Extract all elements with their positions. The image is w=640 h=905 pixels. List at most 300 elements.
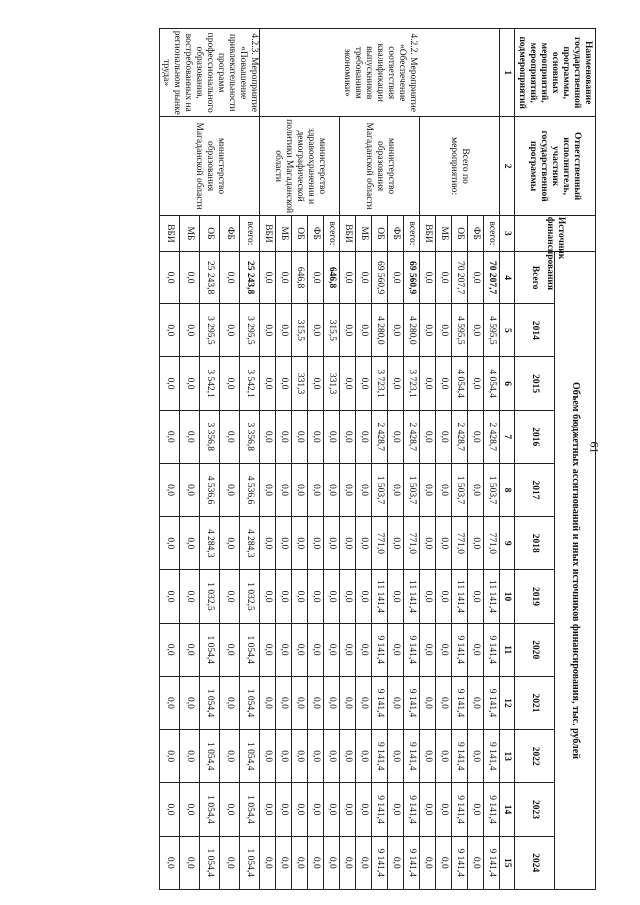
year-value-cell: 0,0 xyxy=(260,783,276,836)
year-value-cell: 771,0 xyxy=(372,517,388,570)
header-row-1 xyxy=(555,29,596,890)
column-number: 4 xyxy=(500,251,515,303)
year-value-cell: 1 503,7 xyxy=(404,463,420,516)
financing-table xyxy=(159,28,596,890)
year-value-cell: 0,0 xyxy=(292,410,308,463)
source-cell: ВБИ xyxy=(340,215,356,251)
year-value-cell: 0,0 xyxy=(308,463,324,516)
year-value-cell: 0,0 xyxy=(436,517,452,570)
year-value-cell: 0,0 xyxy=(388,463,404,516)
year-value-cell: 4 536,6 xyxy=(200,463,220,516)
total-cell: 646,8 xyxy=(324,251,340,303)
year-value-cell: 0,0 xyxy=(308,304,324,357)
source-cell: МБ xyxy=(276,215,292,251)
year-value-cell: 0,0 xyxy=(340,570,356,623)
total-cell: 0,0 xyxy=(420,251,436,303)
column-number: 6 xyxy=(500,357,515,410)
total-cell: 0,0 xyxy=(180,251,200,303)
source-cell: ОБ xyxy=(200,215,220,251)
year-value-cell: 0,0 xyxy=(468,517,484,570)
year-value-cell: 0,0 xyxy=(324,783,340,836)
year-value-cell: 0,0 xyxy=(356,304,372,357)
year-value-cell: 0,0 xyxy=(468,836,484,889)
header-year: 2023 xyxy=(515,783,556,836)
year-value-cell: 1 054,4 xyxy=(200,623,220,676)
year-value-cell: 0,0 xyxy=(420,730,436,783)
header-year: 2021 xyxy=(515,676,556,729)
header-year: 2019 xyxy=(515,570,556,623)
year-value-cell: 4 280,0 xyxy=(404,304,420,357)
header-year: 2022 xyxy=(515,730,556,783)
year-value-cell: 0,0 xyxy=(308,623,324,676)
header-year: 2014 xyxy=(515,304,556,357)
year-value-cell: 0,0 xyxy=(388,517,404,570)
year-value-cell: 0,0 xyxy=(436,570,452,623)
total-cell: 0,0 xyxy=(260,251,276,303)
year-value-cell: 0,0 xyxy=(340,783,356,836)
year-value-cell: 0,0 xyxy=(324,463,340,516)
year-value-cell: 0,0 xyxy=(324,517,340,570)
year-value-cell: 0,0 xyxy=(388,304,404,357)
column-number: 13 xyxy=(500,730,515,783)
year-value-cell: 0,0 xyxy=(356,410,372,463)
year-value-cell: 9 141,4 xyxy=(404,730,420,783)
year-value-cell: 4 595,5 xyxy=(452,304,468,357)
year-value-cell: 9 141,4 xyxy=(404,623,420,676)
year-value-cell: 9 141,4 xyxy=(452,783,468,836)
year-value-cell: 0,0 xyxy=(180,357,200,410)
year-value-cell: 0,0 xyxy=(356,783,372,836)
year-value-cell: 9 141,4 xyxy=(484,676,500,729)
year-value-cell: 0,0 xyxy=(260,676,276,729)
year-value-cell: 4 054,4 xyxy=(452,357,468,410)
year-value-cell: 315,5 xyxy=(324,304,340,357)
year-value-cell: 9 141,4 xyxy=(404,783,420,836)
source-cell: МБ xyxy=(436,215,452,251)
year-value-cell: 9 141,4 xyxy=(484,623,500,676)
source-cell: всего: xyxy=(484,215,500,251)
year-value-cell: 0,0 xyxy=(276,676,292,729)
year-value-cell: 3 356,8 xyxy=(200,410,220,463)
year-value-cell: 9 141,4 xyxy=(484,836,500,889)
year-value-cell: 4 284,3 xyxy=(200,517,220,570)
year-value-cell: 0,0 xyxy=(436,730,452,783)
year-value-cell: 0,0 xyxy=(308,570,324,623)
year-value-cell: 0,0 xyxy=(468,783,484,836)
year-value-cell: 1 054,4 xyxy=(200,676,220,729)
year-value-cell: 0,0 xyxy=(308,357,324,410)
total-cell: 69 560,9 xyxy=(372,251,388,303)
year-value-cell: 0,0 xyxy=(340,463,356,516)
year-value-cell: 0,0 xyxy=(220,304,240,357)
header-year: 2020 xyxy=(515,623,556,676)
source-cell: ОБ xyxy=(292,215,308,251)
year-value-cell: 0,0 xyxy=(180,304,200,357)
table-body xyxy=(160,29,500,890)
year-value-cell: 4 284,3 xyxy=(240,517,260,570)
year-value-cell: 0,0 xyxy=(356,463,372,516)
year-value-cell: 0,0 xyxy=(340,410,356,463)
column-number: 11 xyxy=(500,623,515,676)
table-row xyxy=(404,29,420,890)
year-value-cell: 0,0 xyxy=(468,410,484,463)
year-value-cell: 3 723,1 xyxy=(372,357,388,410)
year-value-cell: 0,0 xyxy=(468,676,484,729)
year-value-cell: 0,0 xyxy=(468,730,484,783)
source-cell: всего: xyxy=(324,215,340,251)
source-cell: ВБИ xyxy=(420,215,436,251)
year-value-cell: 0,0 xyxy=(388,676,404,729)
header-group-title: Объем бюджетных ассигнований и иных источников финансирования, тыс. рублей xyxy=(555,251,596,889)
year-value-cell: 0,0 xyxy=(220,410,240,463)
total-cell: 0,0 xyxy=(276,251,292,303)
year-value-cell: 0,0 xyxy=(220,730,240,783)
year-value-cell: 0,0 xyxy=(356,623,372,676)
total-cell: 25 243,8 xyxy=(200,251,220,303)
year-value-cell: 0,0 xyxy=(180,783,200,836)
header-source: Источник финансирования xyxy=(515,215,596,251)
year-value-cell: 0,0 xyxy=(260,304,276,357)
year-value-cell: 0,0 xyxy=(468,623,484,676)
year-value-cell: 0,0 xyxy=(324,730,340,783)
executor-cell: Всего по мероприятию: xyxy=(420,117,500,215)
source-cell: ФБ xyxy=(220,215,240,251)
year-value-cell: 0,0 xyxy=(220,623,240,676)
total-cell: 25 243,8 xyxy=(240,251,260,303)
year-value-cell: 1 054,4 xyxy=(240,676,260,729)
year-value-cell: 0,0 xyxy=(276,730,292,783)
year-value-cell: 0,0 xyxy=(468,463,484,516)
year-value-cell: 0,0 xyxy=(324,410,340,463)
column-number: 9 xyxy=(500,517,515,570)
year-value-cell: 9 141,4 xyxy=(372,836,388,889)
year-value-cell: 0,0 xyxy=(220,836,240,889)
header-year: 2017 xyxy=(515,463,556,516)
measure-name: 4.2.3. Мероприятие «Повышение привлекательности программ профессионального образования, востребованных на региональном рынке труда» xyxy=(160,29,260,117)
source-cell: всего: xyxy=(240,215,260,251)
source-cell: ОБ xyxy=(372,215,388,251)
year-value-cell: 0,0 xyxy=(388,570,404,623)
year-value-cell: 771,0 xyxy=(452,517,468,570)
year-value-cell: 0,0 xyxy=(324,836,340,889)
year-value-cell: 9 141,4 xyxy=(372,623,388,676)
year-value-cell: 0,0 xyxy=(292,570,308,623)
year-value-cell: 9 141,4 xyxy=(372,676,388,729)
year-value-cell: 0,0 xyxy=(292,517,308,570)
year-value-cell: 1 054,4 xyxy=(200,730,220,783)
year-value-cell: 0,0 xyxy=(276,517,292,570)
year-value-cell: 4 054,4 xyxy=(484,357,500,410)
year-value-cell: 11 141,4 xyxy=(484,570,500,623)
year-value-cell: 0,0 xyxy=(436,783,452,836)
year-value-cell: 771,0 xyxy=(404,517,420,570)
year-value-cell: 0,0 xyxy=(260,730,276,783)
year-value-cell: 4 280,0 xyxy=(372,304,388,357)
year-value-cell: 1 054,4 xyxy=(240,623,260,676)
year-value-cell: 0,0 xyxy=(356,570,372,623)
year-value-cell: 0,0 xyxy=(436,623,452,676)
source-cell: МБ xyxy=(356,215,372,251)
year-value-cell: 3 295,5 xyxy=(240,304,260,357)
year-value-cell: 0,0 xyxy=(388,410,404,463)
header-executor: Ответственный исполнитель, участник государственной программы xyxy=(515,117,596,215)
year-value-cell: 0,0 xyxy=(276,783,292,836)
year-value-cell: 0,0 xyxy=(420,783,436,836)
year-value-cell: 2 428,7 xyxy=(452,410,468,463)
year-value-cell: 0,0 xyxy=(356,730,372,783)
year-value-cell: 0,0 xyxy=(356,836,372,889)
year-value-cell: 0,0 xyxy=(180,730,200,783)
year-value-cell: 0,0 xyxy=(436,357,452,410)
year-value-cell: 1 054,4 xyxy=(240,730,260,783)
source-cell: МБ xyxy=(180,215,200,251)
year-value-cell: 9 141,4 xyxy=(484,783,500,836)
year-value-cell: 0,0 xyxy=(324,623,340,676)
column-number: 14 xyxy=(500,783,515,836)
year-value-cell: 0,0 xyxy=(292,730,308,783)
year-value-cell: 0,0 xyxy=(180,836,200,889)
total-cell: 0,0 xyxy=(220,251,240,303)
year-value-cell: 0,0 xyxy=(220,570,240,623)
total-cell: 646,8 xyxy=(292,251,308,303)
source-cell: ВБИ xyxy=(160,215,180,251)
year-value-cell: 0,0 xyxy=(260,623,276,676)
year-value-cell: 0,0 xyxy=(308,517,324,570)
year-value-cell: 0,0 xyxy=(160,357,180,410)
year-value-cell: 0,0 xyxy=(160,410,180,463)
measure-name: 4.2.2. Мероприятие «Обеспечение соответствия квалификации выпускников требованиям экономики» xyxy=(260,29,500,117)
year-value-cell: 0,0 xyxy=(324,676,340,729)
year-value-cell: 0,0 xyxy=(160,517,180,570)
year-value-cell: 331,3 xyxy=(324,357,340,410)
total-cell: 0,0 xyxy=(356,251,372,303)
year-value-cell: 0,0 xyxy=(220,463,240,516)
year-value-cell: 0,0 xyxy=(160,623,180,676)
header-year: 2018 xyxy=(515,517,556,570)
executor-cell: министерство образования Магаданской области xyxy=(340,117,420,215)
year-value-cell: 3 295,5 xyxy=(200,304,220,357)
year-value-cell: 0,0 xyxy=(180,517,200,570)
year-value-cell: 2 428,7 xyxy=(372,410,388,463)
page-number: 61 xyxy=(587,441,602,454)
total-cell: 0,0 xyxy=(436,251,452,303)
year-value-cell: 0,0 xyxy=(220,357,240,410)
year-value-cell: 0,0 xyxy=(388,623,404,676)
executor-cell: министерство здравоохранения и демографической политики Магаданской области xyxy=(260,117,340,215)
year-value-cell: 0,0 xyxy=(340,730,356,783)
year-value-cell: 0,0 xyxy=(436,304,452,357)
year-value-cell: 771,0 xyxy=(484,517,500,570)
year-value-cell: 0,0 xyxy=(388,836,404,889)
total-cell: 0,0 xyxy=(160,251,180,303)
year-value-cell: 0,0 xyxy=(420,836,436,889)
year-value-cell: 0,0 xyxy=(420,357,436,410)
year-value-cell: 0,0 xyxy=(356,517,372,570)
table-row xyxy=(484,29,500,890)
header-year: 2016 xyxy=(515,410,556,463)
column-number: 1 xyxy=(500,29,515,117)
year-value-cell: 11 141,4 xyxy=(452,570,468,623)
year-value-cell: 0,0 xyxy=(340,304,356,357)
year-value-cell: 0,0 xyxy=(220,783,240,836)
year-value-cell: 1 032,5 xyxy=(240,570,260,623)
total-cell: 70 207,7 xyxy=(452,251,468,303)
year-value-cell: 9 141,4 xyxy=(484,730,500,783)
header-name: Наименование государственной программы, основных мероприятий, мероприятий, подмероприятий xyxy=(515,29,596,117)
year-value-cell: 0,0 xyxy=(276,304,292,357)
year-value-cell: 0,0 xyxy=(260,836,276,889)
year-value-cell: 0,0 xyxy=(160,304,180,357)
column-number: 12 xyxy=(500,676,515,729)
year-value-cell: 0,0 xyxy=(292,836,308,889)
table-row xyxy=(324,29,340,890)
total-cell: 0,0 xyxy=(340,251,356,303)
year-value-cell: 3 723,1 xyxy=(404,357,420,410)
year-value-cell: 0,0 xyxy=(160,463,180,516)
year-value-cell: 0,0 xyxy=(420,410,436,463)
column-number: 3 xyxy=(500,215,515,251)
year-value-cell: 0,0 xyxy=(436,410,452,463)
year-value-cell: 1 503,7 xyxy=(452,463,468,516)
source-cell: ОБ xyxy=(452,215,468,251)
year-value-cell: 1 054,4 xyxy=(200,783,220,836)
year-value-cell: 0,0 xyxy=(260,463,276,516)
year-value-cell: 9 141,4 xyxy=(452,676,468,729)
year-value-cell: 1 054,4 xyxy=(200,836,220,889)
year-value-cell: 0,0 xyxy=(160,836,180,889)
table-row xyxy=(240,29,260,890)
year-value-cell: 1 503,7 xyxy=(372,463,388,516)
year-value-cell: 0,0 xyxy=(340,517,356,570)
year-value-cell: 0,0 xyxy=(388,357,404,410)
year-value-cell: 0,0 xyxy=(436,836,452,889)
year-value-cell: 0,0 xyxy=(220,517,240,570)
year-value-cell: 0,0 xyxy=(260,570,276,623)
column-number: 7 xyxy=(500,410,515,463)
year-value-cell: 0,0 xyxy=(356,357,372,410)
year-value-cell: 0,0 xyxy=(388,730,404,783)
total-cell: 0,0 xyxy=(388,251,404,303)
column-number: 10 xyxy=(500,570,515,623)
year-value-cell: 0,0 xyxy=(276,570,292,623)
year-value-cell: 0,0 xyxy=(468,357,484,410)
header-total: Всего xyxy=(515,251,556,303)
year-value-cell: 0,0 xyxy=(420,570,436,623)
source-cell: ВБИ xyxy=(260,215,276,251)
year-value-cell: 0,0 xyxy=(324,570,340,623)
column-number-row xyxy=(500,29,515,890)
year-value-cell: 0,0 xyxy=(260,517,276,570)
column-number: 5 xyxy=(500,304,515,357)
year-value-cell: 1 054,4 xyxy=(240,783,260,836)
year-value-cell: 331,3 xyxy=(292,357,308,410)
source-cell: ФБ xyxy=(388,215,404,251)
year-value-cell: 0,0 xyxy=(160,783,180,836)
year-value-cell: 9 141,4 xyxy=(372,783,388,836)
year-value-cell: 0,0 xyxy=(220,676,240,729)
column-number: 15 xyxy=(500,836,515,889)
year-value-cell: 0,0 xyxy=(436,676,452,729)
year-value-cell: 1 503,7 xyxy=(484,463,500,516)
year-value-cell: 0,0 xyxy=(420,304,436,357)
year-value-cell: 0,0 xyxy=(420,676,436,729)
year-value-cell: 0,0 xyxy=(340,836,356,889)
year-value-cell: 11 141,4 xyxy=(372,570,388,623)
year-value-cell: 0,0 xyxy=(180,623,200,676)
year-value-cell: 0,0 xyxy=(308,676,324,729)
year-value-cell: 0,0 xyxy=(388,783,404,836)
year-value-cell: 0,0 xyxy=(420,623,436,676)
year-value-cell: 0,0 xyxy=(468,304,484,357)
year-value-cell: 0,0 xyxy=(180,410,200,463)
year-value-cell: 0,0 xyxy=(276,836,292,889)
year-value-cell: 0,0 xyxy=(340,676,356,729)
year-value-cell: 0,0 xyxy=(276,410,292,463)
source-cell: всего: xyxy=(404,215,420,251)
year-value-cell: 0,0 xyxy=(160,570,180,623)
source-cell: ФБ xyxy=(308,215,324,251)
year-value-cell: 9 141,4 xyxy=(404,836,420,889)
year-value-cell: 0,0 xyxy=(180,570,200,623)
year-value-cell: 0,0 xyxy=(292,623,308,676)
year-value-cell: 0,0 xyxy=(292,463,308,516)
year-value-cell: 0,0 xyxy=(276,463,292,516)
header-year: 2024 xyxy=(515,836,556,889)
year-value-cell: 9 141,4 xyxy=(452,623,468,676)
year-value-cell: 3 356,8 xyxy=(240,410,260,463)
total-cell: 70 207,7 xyxy=(484,251,500,303)
year-value-cell: 0,0 xyxy=(260,357,276,410)
executor-cell: министерство образования Магаданской области xyxy=(160,117,260,215)
year-value-cell: 3 542,1 xyxy=(200,357,220,410)
year-value-cell: 1 054,4 xyxy=(240,836,260,889)
total-cell: 0,0 xyxy=(468,251,484,303)
year-value-cell: 3 542,1 xyxy=(240,357,260,410)
year-value-cell: 4 536,6 xyxy=(240,463,260,516)
year-value-cell: 0,0 xyxy=(308,730,324,783)
year-value-cell: 9 141,4 xyxy=(452,730,468,783)
year-value-cell: 315,5 xyxy=(292,304,308,357)
total-cell: 69 560,9 xyxy=(404,251,420,303)
year-value-cell: 9 141,4 xyxy=(404,676,420,729)
year-value-cell: 0,0 xyxy=(160,676,180,729)
total-cell: 0,0 xyxy=(308,251,324,303)
year-value-cell: 0,0 xyxy=(276,623,292,676)
year-value-cell: 0,0 xyxy=(260,410,276,463)
year-value-cell: 2 428,7 xyxy=(484,410,500,463)
year-value-cell: 0,0 xyxy=(308,410,324,463)
year-value-cell: 0,0 xyxy=(160,730,180,783)
column-number: 8 xyxy=(500,463,515,516)
year-value-cell: 1 032,5 xyxy=(200,570,220,623)
year-value-cell: 4 595,5 xyxy=(484,304,500,357)
year-value-cell: 0,0 xyxy=(180,676,200,729)
year-value-cell: 0,0 xyxy=(180,463,200,516)
year-value-cell: 9 141,4 xyxy=(372,730,388,783)
year-value-cell: 0,0 xyxy=(340,357,356,410)
year-value-cell: 0,0 xyxy=(468,570,484,623)
year-value-cell: 0,0 xyxy=(420,517,436,570)
year-value-cell: 0,0 xyxy=(356,676,372,729)
header-year: 2015 xyxy=(515,357,556,410)
source-cell: ФБ xyxy=(468,215,484,251)
year-value-cell: 0,0 xyxy=(308,836,324,889)
year-value-cell: 0,0 xyxy=(340,623,356,676)
column-number: 2 xyxy=(500,117,515,215)
year-value-cell: 0,0 xyxy=(292,676,308,729)
year-value-cell: 11 141,4 xyxy=(404,570,420,623)
year-value-cell: 9 141,4 xyxy=(452,836,468,889)
